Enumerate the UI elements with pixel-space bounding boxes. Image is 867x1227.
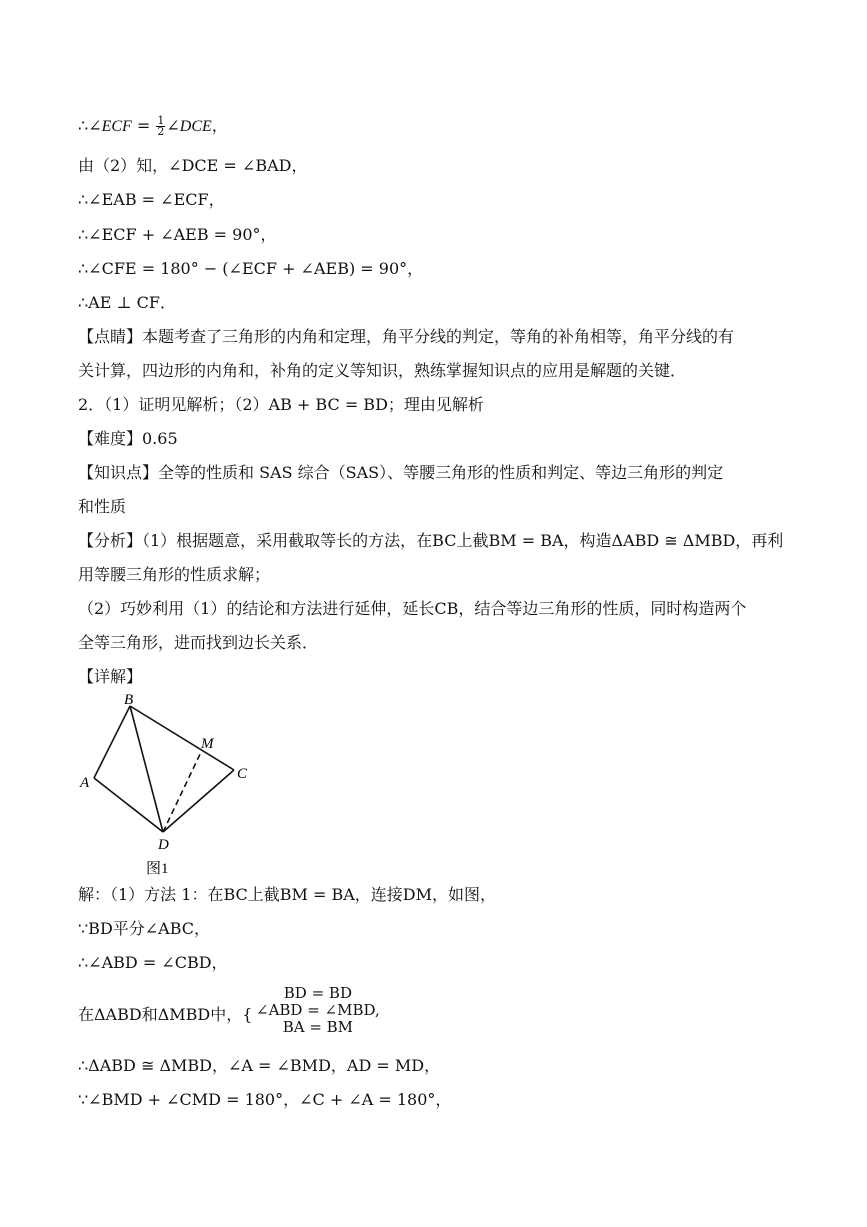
difficulty-line: 【难度】0.65 <box>78 429 178 448</box>
analysis-line-3: （2）巧妙利用（1）的结论和方法进行延伸，延长CB，结合等边三角形的性质，同时构造两个 <box>78 599 747 618</box>
comment-line-2: 关计算，四边形的内角和，补角的定义等知识，熟练掌握知识点的应用是解题的关键． <box>78 361 687 380</box>
step-line-1 <box>78 115 228 138</box>
segment-bd <box>130 706 163 832</box>
step-line-5: ∴∠CFE = 180° − (∠ECF + ∠AEB) = 90°， <box>78 259 424 278</box>
label-c: C <box>237 766 248 782</box>
fraction-half <box>156 116 165 137</box>
segment-ad <box>94 778 163 832</box>
therefore-symbol: ∴ <box>78 116 89 135</box>
equals-sign: = <box>131 116 156 135</box>
analysis-line-1: 【分析】（1）根据题意，采用截取等长的方法，在BC上截BM = BA，构造ΔABD ≅ ΔMBD，再利 <box>78 531 784 550</box>
geometry-figure <box>74 690 274 880</box>
figure-caption: 图1 <box>146 861 169 877</box>
detail-heading: 【详解】 <box>78 667 143 686</box>
system-equations <box>256 985 380 1036</box>
angle-dce: ∠DCE <box>166 118 212 135</box>
angle-ecf: ∠ECF <box>88 118 132 135</box>
solution-line-5: ∵∠BMD + ∠CMD = 180°，∠C + ∠A = 180°， <box>78 1090 452 1109</box>
system-eq-2: ∠ABD = ∠MBD, <box>256 1001 380 1019</box>
segment-ab <box>94 706 130 778</box>
label-b: B <box>124 692 134 708</box>
comment-line-1: 【点睛】本题考查了三角形的内角和定理，角平分线的判定，等角的补角相等，角平分线的有 <box>78 327 735 346</box>
step-line-4: ∴∠ECF + ∠AEB = 90°， <box>78 225 277 244</box>
system-eq-3: BA = BM <box>282 1018 354 1036</box>
knowledge-line-2: 和性质 <box>78 497 127 516</box>
segment-cd <box>163 770 234 832</box>
segment-dm-dashed <box>163 750 202 832</box>
knowledge-line-1: 【知识点】全等的性质和 SAS 综合（SAS）、等腰三角形的性质和判定、等边三角形的判定 <box>78 463 724 482</box>
solution-line-1: 解：（1）方法 1：在BC上截BM = BA，连接DM，如图， <box>78 885 496 904</box>
solution-line-4: ∴ΔABD ≅ ΔMBD，∠A = ∠BMD，AD = MD， <box>78 1056 441 1075</box>
solution-line-3: ∴∠ABD = ∠CBD， <box>78 953 228 972</box>
segment-bc <box>130 706 234 770</box>
step-line-2: 由（2）知，∠DCE = ∠BAD， <box>78 156 308 175</box>
step-line-3: ∴∠EAB = ∠ECF， <box>78 190 225 209</box>
comma: ， <box>211 116 228 135</box>
fraction-numerator: 1 <box>157 114 165 127</box>
system-prefix: 在ΔABD和ΔMBD中，{ <box>78 1005 253 1024</box>
label-d: D <box>158 837 169 853</box>
system-eq-1: BD = BD <box>283 984 352 1002</box>
congruence-system <box>78 985 398 1041</box>
analysis-line-2: 用等腰三角形的性质求解； <box>78 565 271 584</box>
label-m: M <box>201 736 214 752</box>
step-line-6: ∴AE ⊥ CF． <box>78 293 176 312</box>
solution-line-2: ∵BD平分∠ABC， <box>78 919 211 938</box>
analysis-line-4: 全等三角形，进而找到边长关系． <box>78 633 319 652</box>
label-a: A <box>80 775 90 791</box>
answer-2-line: 2．（1）证明见解析；（2）AB + BC = BD；理由见解析 <box>78 395 484 414</box>
fraction-denominator: 2 <box>157 125 165 138</box>
